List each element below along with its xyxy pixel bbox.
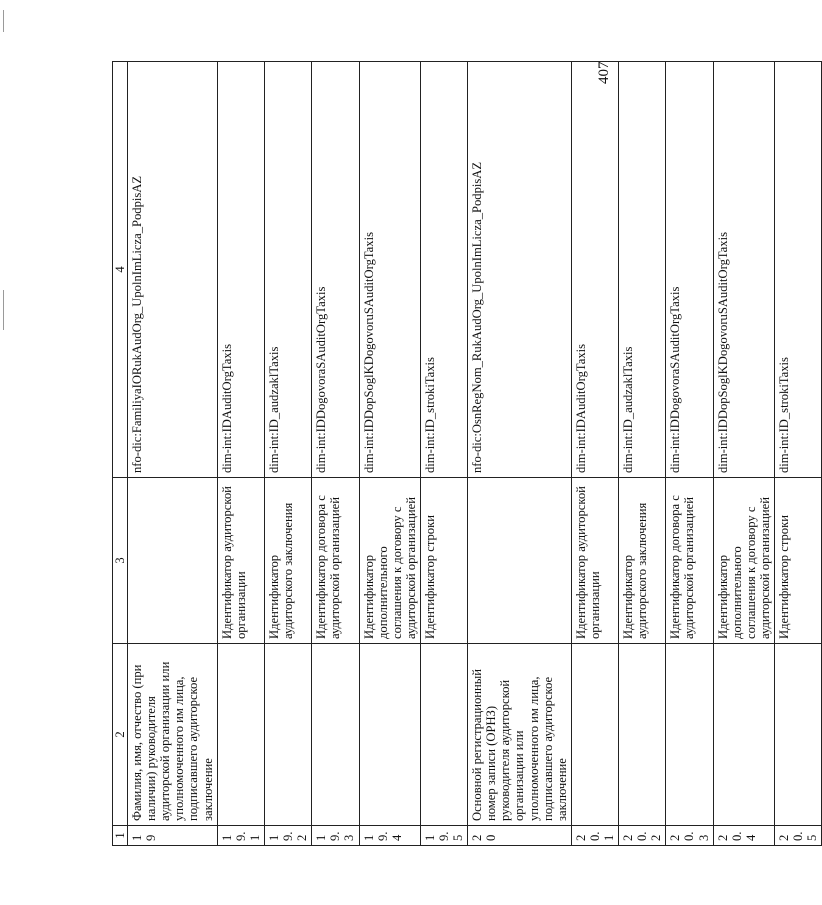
row-description: Идентификатор аудиторского заключения	[264, 478, 311, 644]
row-code: dim-int:IDDopSoglKDogovoruSAuditOrgTaxis	[713, 62, 774, 478]
table-row	[359, 62, 420, 846]
row-name	[775, 644, 822, 826]
row-number: 20	[468, 826, 572, 846]
row-description	[128, 478, 218, 644]
row-name	[713, 644, 774, 826]
row-code: dim-int:ID_audzaklTaxis	[619, 62, 666, 478]
row-code: nfo-dic:FamiliyaIORukAudOrg_UpolnImLicza_PodpisAZ	[128, 62, 218, 478]
row-number: 19	[128, 826, 218, 846]
row-description: Идентификатор дополнительного соглашения к договору с аудиторской организацией	[713, 478, 774, 644]
table-row	[468, 62, 572, 846]
table-row	[312, 62, 359, 846]
row-number: 20.1	[571, 826, 618, 846]
row-number: 19.3	[312, 826, 359, 846]
table-row	[619, 62, 666, 846]
table-row	[571, 62, 618, 846]
table-row	[264, 62, 311, 846]
row-description: Идентификатор аудиторской организации	[217, 478, 264, 644]
row-code: dim-int:ID_strokiTaxis	[420, 62, 467, 478]
row-code: dim-int:ID_audzaklTaxis	[264, 62, 311, 478]
header-col-4: 4	[113, 62, 128, 478]
header-col-1: 1	[113, 826, 128, 846]
table-row	[217, 62, 264, 846]
data-table	[112, 61, 822, 846]
table-row	[713, 62, 774, 846]
row-number: 19.2	[264, 826, 311, 846]
row-number: 20.3	[666, 826, 713, 846]
row-name	[312, 644, 359, 826]
row-number: 20.5	[775, 826, 822, 846]
row-description: Идентификатор строки	[420, 478, 467, 644]
header-col-2: 2	[113, 644, 128, 826]
table-row	[420, 62, 467, 846]
row-name	[359, 644, 420, 826]
page-number: 407	[596, 61, 612, 84]
table-row	[775, 62, 822, 846]
row-name	[571, 644, 618, 826]
row-name	[420, 644, 467, 826]
margin-line	[3, 10, 4, 32]
row-number: 19.1	[217, 826, 264, 846]
header-col-3: 3	[113, 478, 128, 644]
row-description: Идентификатор аудиторского заключения	[619, 478, 666, 644]
row-description: Идентификатор договора с аудиторской организацией	[666, 478, 713, 644]
row-name: Основной регистрационный номер записи (ОРНЗ) руководителя аудиторской организации или уполномоченного им лица, подписавшего аудиторское заключение	[468, 644, 572, 826]
row-description: Идентификатор договора с аудиторской организацией	[312, 478, 359, 644]
row-number: 19.4	[359, 826, 420, 846]
row-number: 19.5	[420, 826, 467, 846]
row-code: dim-int:ID_strokiTaxis	[775, 62, 822, 478]
row-name	[619, 644, 666, 826]
table-header-row	[113, 62, 128, 846]
row-code: nfo-dic:OsnRegNom_RukAudOrg_UpolnImLicza_PodpisAZ	[468, 62, 572, 478]
row-code: dim-int:IDAuditOrgTaxis	[571, 62, 618, 478]
row-code: dim-int:IDDopSoglKDogovoruSAuditOrgTaxis	[359, 62, 420, 478]
margin-line	[3, 290, 4, 330]
row-description	[468, 478, 572, 644]
row-name	[217, 644, 264, 826]
row-name: Фамилия, имя, отчество (при наличии) руководителя аудиторской организации или уполномоченного им лица, подписавшего аудиторское заключение	[128, 644, 218, 826]
table-row	[128, 62, 218, 846]
row-code: dim-int:IDDogovoraSAuditOrgTaxis	[666, 62, 713, 478]
row-code: dim-int:IDDogovoraSAuditOrgTaxis	[312, 62, 359, 478]
row-code: dim-int:IDAuditOrgTaxis	[217, 62, 264, 478]
row-description: Идентификатор строки	[775, 478, 822, 644]
row-name	[264, 644, 311, 826]
row-number: 20.2	[619, 826, 666, 846]
row-name	[666, 644, 713, 826]
table-row	[666, 62, 713, 846]
row-number: 20.4	[713, 826, 774, 846]
row-description: Идентификатор аудиторской организации	[571, 478, 618, 644]
row-description: Идентификатор дополнительного соглашения к договору с аудиторской организацией	[359, 478, 420, 644]
